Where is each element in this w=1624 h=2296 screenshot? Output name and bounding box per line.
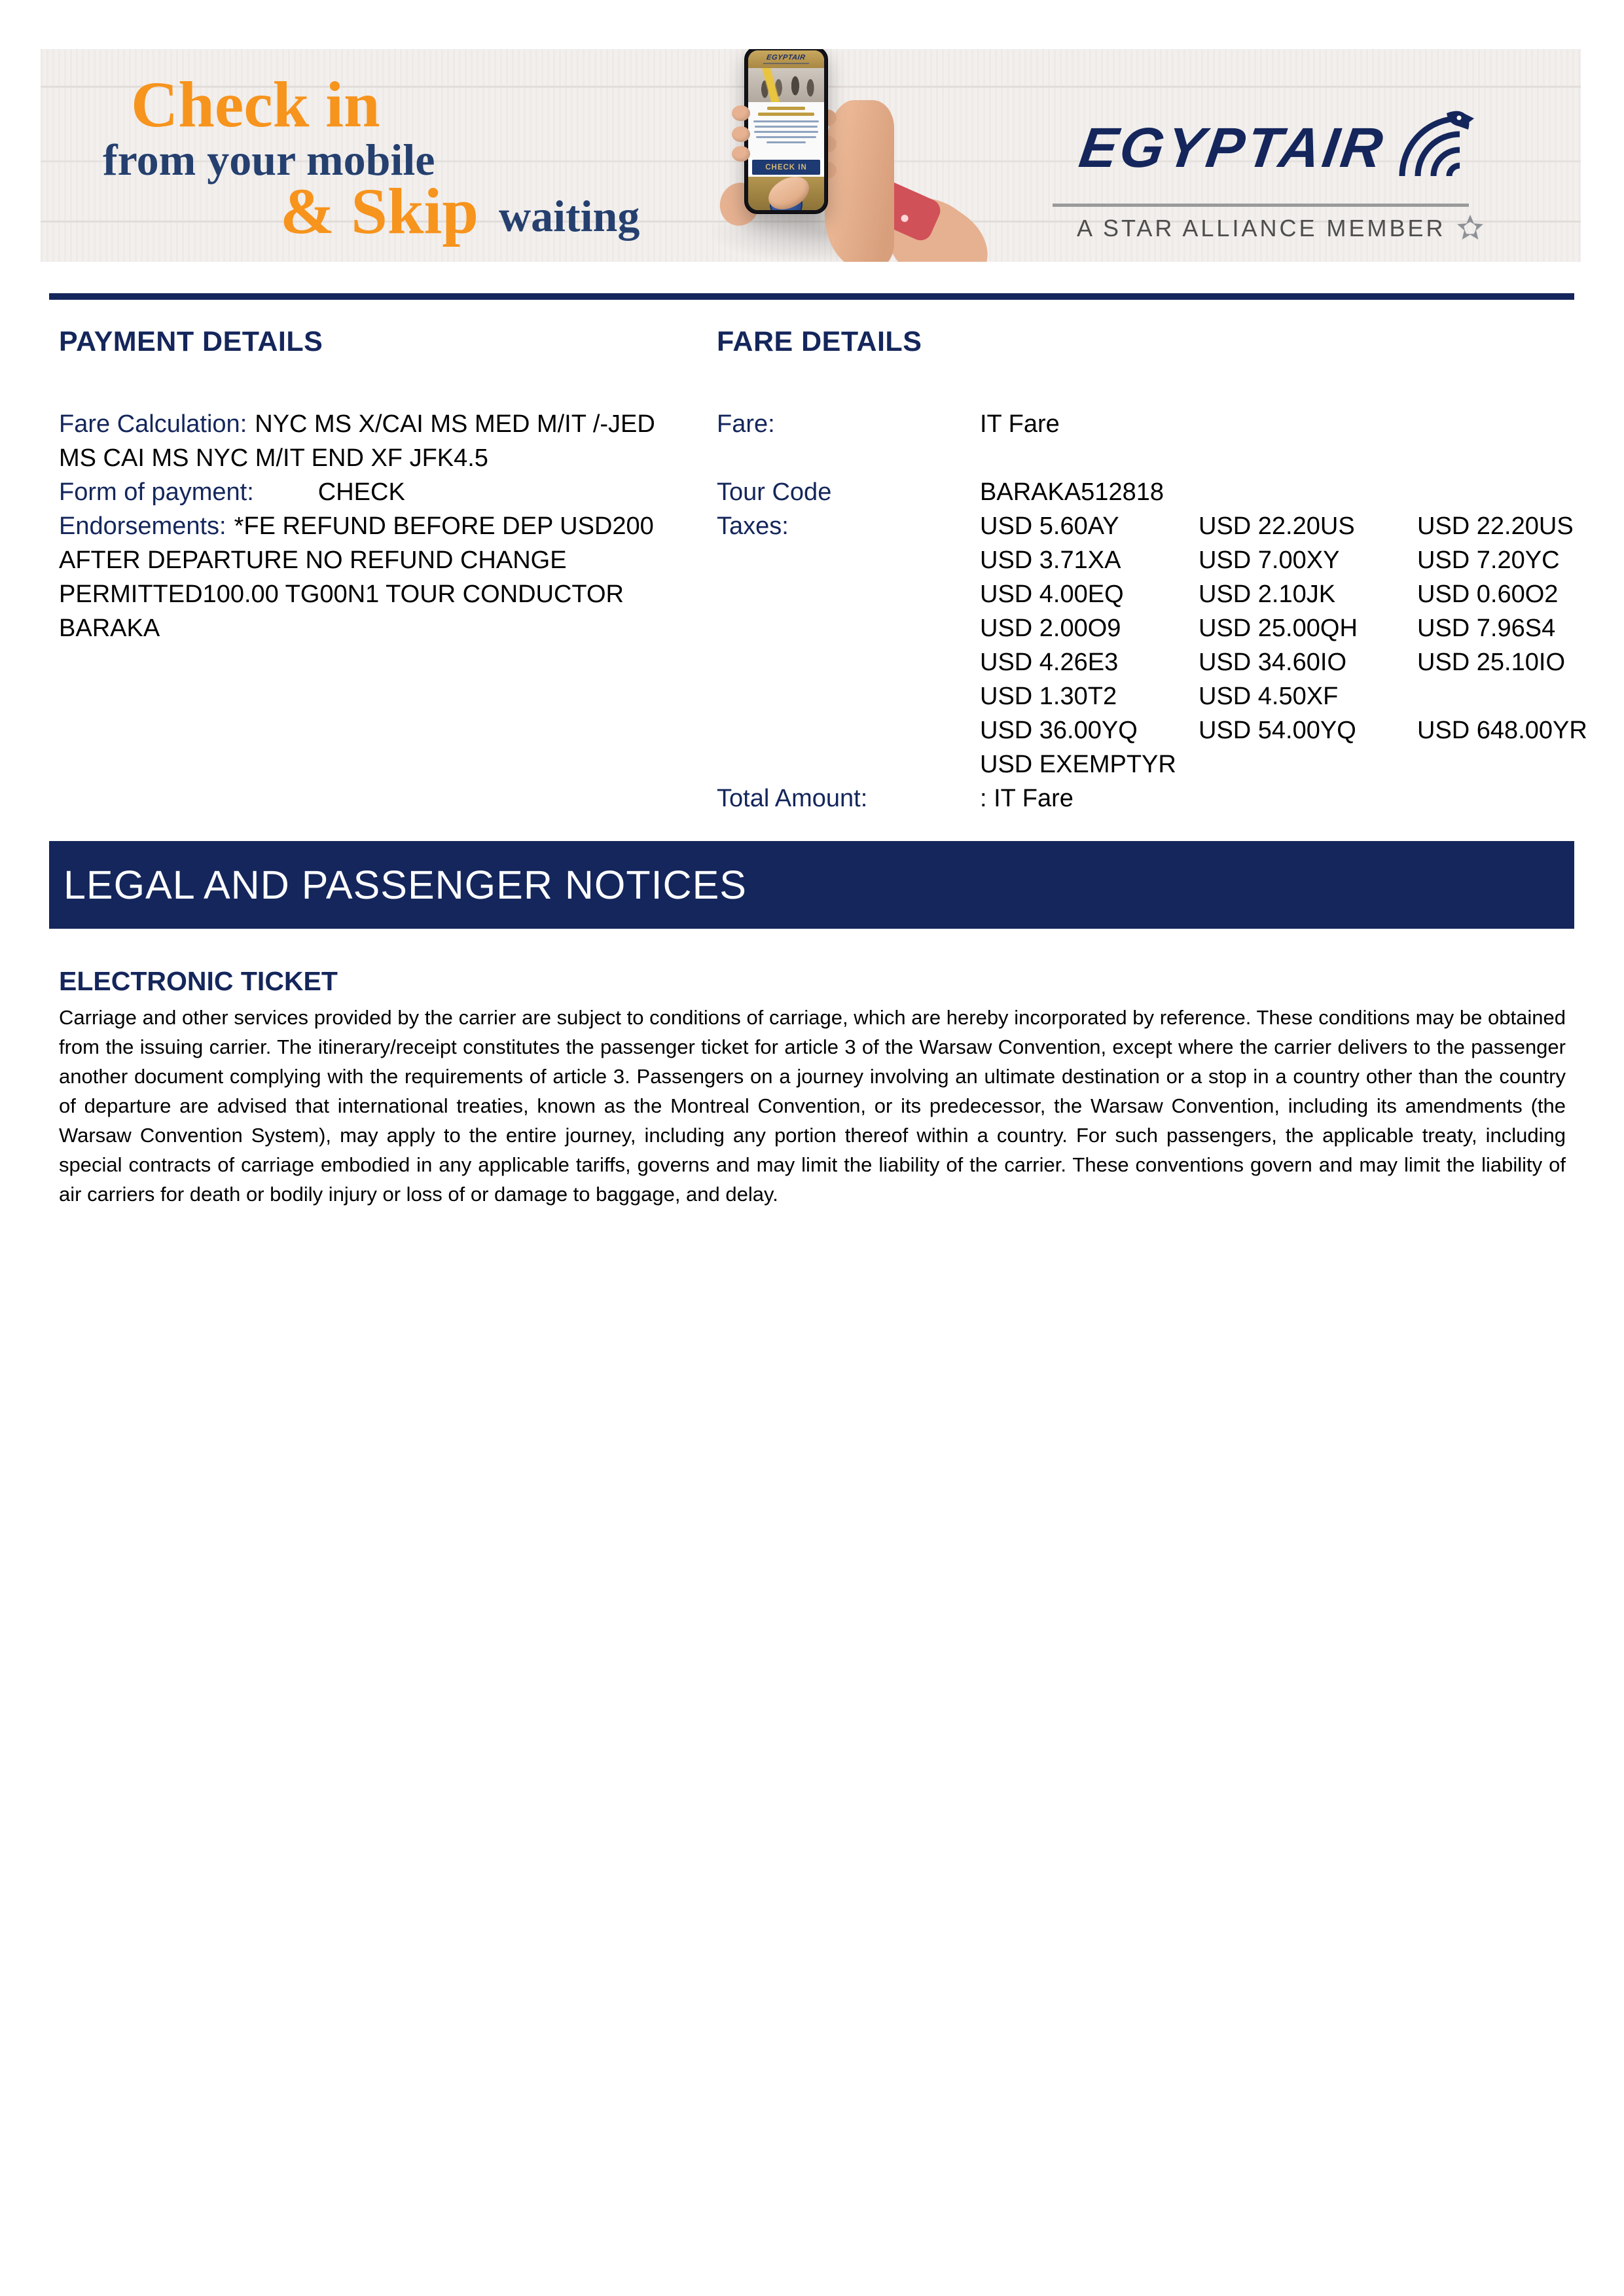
tax-cell: USD EXEMPTYR	[980, 751, 1176, 778]
tax-cell: USD 54.00YQ	[1199, 717, 1356, 744]
tax-cell	[1417, 751, 1624, 785]
egyptair-wordmark: EGYPTAIR	[1075, 117, 1389, 179]
fare-details-title: FARE DETAILS	[717, 326, 922, 357]
endorsements-row-2	[59, 547, 567, 575]
tax-cell: USD 36.00YQ	[980, 717, 1138, 744]
phone-checkin-label: CHECK IN	[765, 163, 807, 171]
header-rule	[49, 293, 1574, 300]
endorsements-row-3	[59, 581, 624, 609]
payment-details-title: PAYMENT DETAILS	[59, 326, 323, 357]
fare-calculation-value-2: MS CAI MS NYC M/IT END XF JFK4.5	[59, 444, 488, 472]
tax-cell: USD 7.20YC	[1417, 547, 1560, 574]
promo-headline-line2: from your mobile	[103, 135, 435, 185]
text-placeholder-bar	[755, 126, 818, 128]
tour-code-value: BARAKA512818	[980, 478, 1164, 506]
phone-checkin-button	[752, 160, 820, 175]
palm	[825, 100, 894, 262]
promo-headline-line3-rest: waiting	[499, 191, 640, 241]
egyptair-mini-logo: EGYPTAIR	[766, 54, 806, 62]
tax-cell: USD 3.71XA	[980, 547, 1121, 574]
tax-cell: USD 4.50XF	[1199, 683, 1339, 710]
star-alliance-row	[1077, 214, 1485, 243]
promo-headline-line3-accent: & Skip	[280, 175, 478, 247]
tax-cell: USD 648.00YR	[1417, 717, 1587, 744]
tax-cell: USD 7.96S4	[1417, 615, 1556, 642]
logo-divider-line	[1053, 204, 1469, 207]
endorsements-row	[59, 512, 654, 541]
phone-photo	[748, 68, 824, 102]
phone-app-header	[748, 50, 824, 68]
endorsements-value: *FE REFUND BEFORE DEP USD200	[234, 512, 654, 540]
fare-value: IT Fare	[980, 410, 1060, 438]
phone-info-card	[748, 102, 824, 158]
tax-cell: USD 2.10JK	[1199, 581, 1336, 608]
tax-cell: USD 1.30T2	[980, 683, 1117, 710]
finger-tip	[732, 146, 750, 162]
legal-banner	[49, 841, 1574, 929]
electronic-ticket-title: ELECTRONIC TICKET	[59, 966, 338, 996]
gold-heading-bar	[767, 107, 804, 110]
tax-cell	[1199, 751, 1417, 785]
fare-calculation-row	[59, 410, 655, 439]
text-placeholder-bar	[767, 141, 805, 143]
electronic-ticket-text: Carriage and other services provided by the carrier are subject to conditions of carriage, which are hereby incorporated by reference. These conditions may be obtained from the issuing carrier. The itinerary/receipt constitutes the passenger ticket for article 3 of the Warsaw Convention, except where the carrier delivers to the passenger another document complying with the requirements of article 3. Passengers on a journey involving an ultimate destination or a stop in a country other than the country of departure are advised that international treaties, known as the Montreal Convention, or its predecessor, the Warsaw Convention, including its amendments (the Warsaw Convention System), may apply to the entire journey, including any portion thereof within a country. For such passengers, the applicable treaty, including special contracts of carriage embodied in any applicable tariffs, governs and may limit the liability of the carrier. These conventions govern and may limit the liability of air carriers for death or bodily injury or loss of or damage to baggage, and delay.	[59, 1006, 1566, 1206]
tax-cell: USD 4.00EQ	[980, 581, 1124, 608]
total-amount-label: Total Amount:	[717, 785, 868, 812]
tax-cell: USD 7.00XY	[1199, 547, 1340, 574]
total-amount-value: : IT Fare	[980, 785, 1074, 812]
tax-cell: USD 2.00O9	[980, 615, 1121, 642]
star-alliance-icon	[1456, 214, 1485, 243]
tax-cell: USD 22.20US	[1199, 512, 1355, 540]
text-placeholder-bar	[754, 131, 819, 133]
star-alliance-label: A STAR ALLIANCE MEMBER	[1077, 215, 1446, 242]
promo-headline-line1: Check in	[131, 68, 380, 141]
legal-banner-title: LEGAL AND PASSENGER NOTICES	[63, 863, 747, 907]
text-placeholder-bar	[753, 120, 819, 122]
tax-cell: USD 34.60IO	[1199, 649, 1346, 676]
endorsements-label: Endorsements:	[59, 512, 226, 540]
fare-calculation-label: Fare Calculation:	[59, 410, 247, 438]
finger-tip	[732, 105, 750, 121]
fare-calculation-value: NYC MS X/CAI MS MED M/IT /-JED	[255, 410, 655, 438]
tax-cell: USD 5.60AY	[980, 512, 1119, 540]
endorsements-value-4: BARAKA	[59, 615, 160, 642]
endorsements-row-4	[59, 615, 160, 643]
form-of-payment-value: CHECK	[317, 478, 405, 506]
tax-cell: USD 25.10IO	[1417, 649, 1565, 676]
falcon-icon	[1397, 105, 1474, 186]
fare-calculation-row-2	[59, 444, 488, 473]
form-of-payment-label: Form of payment:	[59, 478, 254, 506]
finger-tip	[732, 126, 750, 142]
endorsements-value-3: PERMITTED100.00 TG00N1 TOUR CONDUCTOR	[59, 581, 624, 608]
tax-cell: USD 22.20US	[1417, 512, 1574, 540]
taxes-grid	[980, 512, 1624, 785]
fare-label: Fare:	[717, 410, 775, 438]
taxes-label: Taxes:	[717, 512, 789, 540]
tax-cell: USD 4.26E3	[980, 649, 1119, 676]
tour-code-label: Tour Code	[717, 478, 832, 506]
tax-cell: USD 0.60O2	[1417, 581, 1559, 608]
tax-cell: USD 25.00QH	[1199, 615, 1358, 642]
form-of-payment-row	[59, 478, 405, 507]
endorsements-value-2: AFTER DEPARTURE NO REFUND CHANGE	[59, 547, 567, 574]
promo-banner	[41, 49, 1581, 262]
text-placeholder-bar	[763, 63, 809, 64]
tax-cell	[1417, 683, 1624, 717]
gold-heading-bar	[758, 113, 814, 116]
text-placeholder-bar	[756, 136, 817, 138]
